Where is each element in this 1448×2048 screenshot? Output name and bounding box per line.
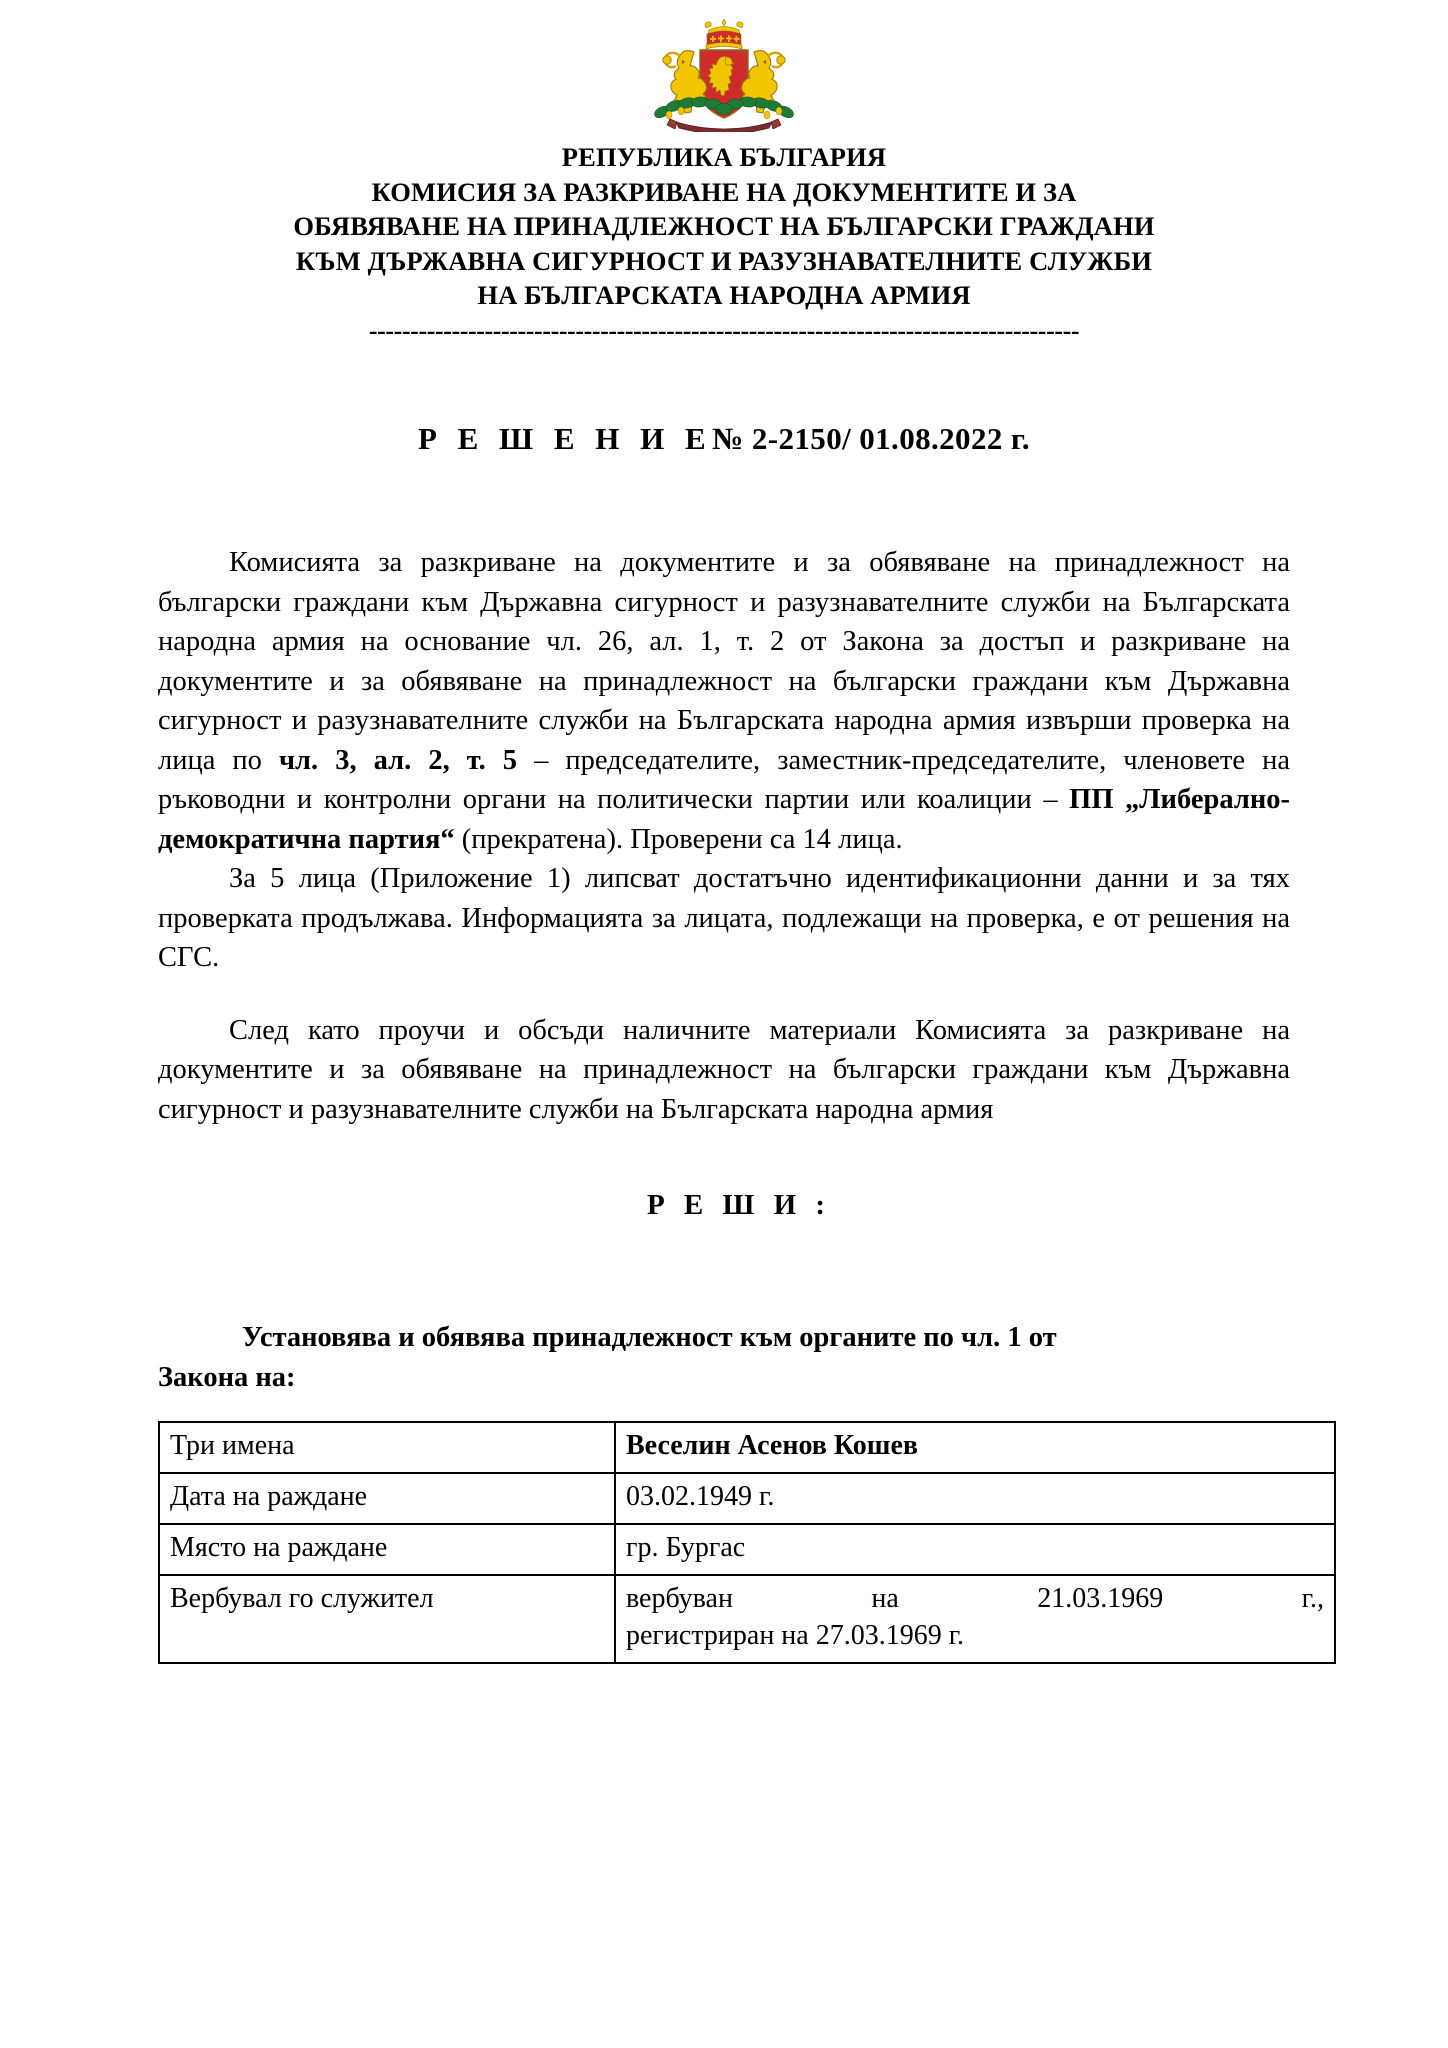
paragraph-gap [158, 978, 1290, 1011]
organization-header [158, 140, 1290, 313]
header-line-commission: КОМИСИЯ ЗА РАЗКРИВАНЕ НА ДОКУМЕНТИТЕ И ЗА [371, 176, 1077, 207]
table-row [159, 1524, 1335, 1575]
row-value-birth-place: гр. Бургас [615, 1524, 1335, 1575]
header-line-declaration: ОБЯВЯВАНЕ НА ПРИНАДЛЕЖНОСТ НА БЪЛГАРСКИ ГРАЖДАНИ [293, 211, 1155, 242]
table-row [159, 1575, 1335, 1663]
header-line-army: НА БЪЛГАРСКАТА НАРОДНА АРМИЯ [477, 280, 971, 311]
header-line-services: КЪМ ДЪРЖАВНА СИГУРНОСТ И РАЗУЗНАВАТЕЛНИТЕ СЛУЖБИ [295, 245, 1153, 276]
para1-text-b: – председателите, заместник-председателите, членовете на ръководни и контролни органи на политически партии или коалиции – [158, 744, 1290, 816]
coat-of-arms-of-bulgaria-icon [640, 16, 808, 132]
decision-number: № 2-2150/ 01.08.2022 г. [712, 421, 1031, 457]
recruit-line-1: вербуван на 21.03.1969 г., [626, 1582, 1324, 1614]
decision-word: Р Е Ш Е Н И Е [417, 421, 713, 457]
table-row [159, 1473, 1335, 1524]
header-separator: -------------------------------------------------------------------------------------- [368, 316, 1080, 345]
recruit-line-2: регистриран на 27.03.1969 г. [626, 1619, 965, 1651]
row-label-full-name: Три имена [159, 1422, 615, 1473]
person-details-table [158, 1421, 1336, 1664]
establishment-statement [158, 1318, 1290, 1398]
para1-text-a: Комисията за разкриване на документите и за обявяване на принадлежност на български граждани към Държавна сигурност и разузнавателните служби на Българската народна армия на основание чл. 26, ал. 1, т. 2 от Закона за достъп и разкриване на документите и за обявяване на принадлежност на български граждани към Държавна сигурност и разузнавателните служби на Българската народна армия извърши проверка на лица по [158, 547, 1290, 776]
row-value-recruiting-officer [615, 1575, 1335, 1663]
establish-line-2: Закона на: [158, 1361, 296, 1393]
header-line-republic: РЕПУБЛИКА БЪЛГАРИЯ [561, 142, 887, 172]
para1-text-c: (прекратена). Проверени са 14 лица. [454, 823, 903, 855]
row-label-birth-date: Дата на раждане [159, 1473, 615, 1524]
table-row [159, 1422, 1335, 1473]
paragraph-legal-basis [158, 543, 1290, 859]
row-value-full-name: Веселин Асенов Кошев [615, 1422, 1335, 1473]
row-label-recruiting-officer: Вербувал го служител [159, 1575, 615, 1663]
decision-title [158, 421, 1290, 457]
decided-heading: Р Е Ш И : [646, 1189, 832, 1222]
row-label-birth-place: Място на раждане [159, 1524, 615, 1575]
emblem-container [158, 16, 1290, 134]
para1-article-reference: чл. 3, ал. 2, т. 5 [278, 744, 518, 776]
row-value-birth-date: 03.02.1949 г. [615, 1473, 1335, 1524]
paragraph-after-review: След като проучи и обсъди наличните материали Комисията за разкриване на документите и за обявяване на принадлежност на български граждани към Държавна сигурност и разузнавателните служби на Българската народна армия [158, 1014, 1290, 1125]
document-body [158, 543, 1290, 1129]
establish-line-1: Установява и обявява принадлежност към органите по чл. 1 от [242, 1322, 1057, 1354]
paragraph-insufficient-data: За 5 лица (Приложение 1) липсват достатъчно идентификационни данни и за тях проверката продължава. Информацията за лицата, подлежащи на проверка, е от решения на СГС. [158, 863, 1290, 974]
para1-party-name: ПП „Либерално-демократична партия“ [158, 784, 1290, 855]
